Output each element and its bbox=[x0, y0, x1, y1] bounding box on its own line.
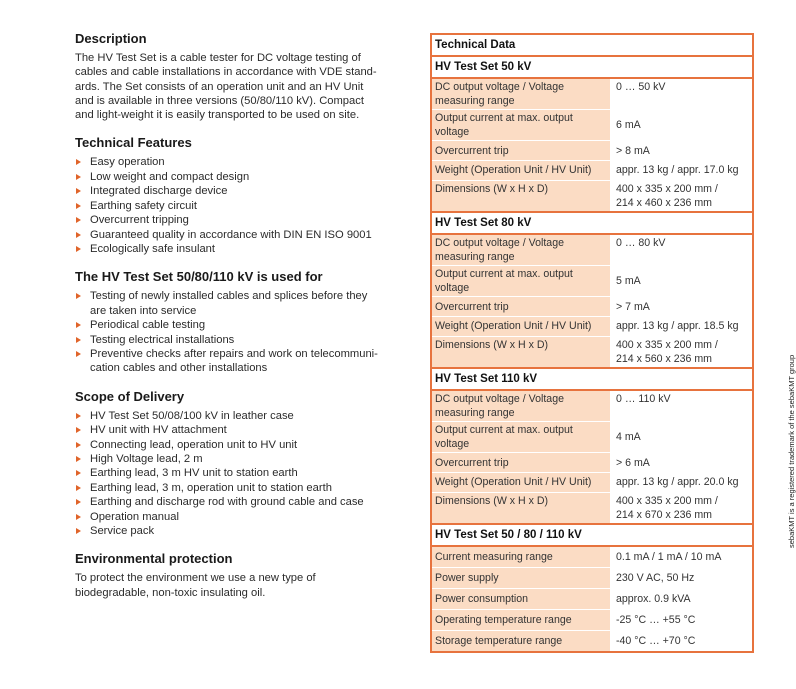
row-label: Overcurrent trip bbox=[432, 141, 610, 161]
technical-data-heading: Technical Data bbox=[432, 35, 752, 57]
list-item: Testing electrical installations bbox=[75, 333, 415, 347]
table-row bbox=[432, 610, 752, 631]
bullet-icon bbox=[76, 188, 81, 194]
list-item: Overcurrent tripping bbox=[75, 213, 415, 227]
bullet-icon bbox=[76, 427, 81, 433]
table-row bbox=[432, 568, 752, 589]
list-item: Guaranteed quality in accordance with DIN EN ISO 9001 bbox=[75, 228, 415, 242]
table-row bbox=[432, 110, 752, 141]
row-label: Operating temperature range bbox=[432, 610, 610, 631]
table-row bbox=[432, 141, 752, 161]
list-item: High Voltage lead, 2 m bbox=[75, 452, 415, 466]
bullet-icon bbox=[76, 203, 81, 209]
row-label: DC output voltage / Voltage measuring range bbox=[432, 79, 610, 110]
row-label: Weight (Operation Unit / HV Unit) bbox=[432, 473, 610, 493]
set-heading: HV Test Set 110 kV bbox=[432, 369, 752, 391]
row-value: 400 x 335 x 200 mm / 214 x 670 x 236 mm bbox=[610, 493, 752, 523]
bullet-icon bbox=[76, 337, 81, 343]
row-value: 230 V AC, 50 Hz bbox=[610, 568, 752, 589]
table-row bbox=[432, 493, 752, 523]
row-value: appr. 13 kg / appr. 20.0 kg bbox=[610, 473, 752, 493]
bullet-icon bbox=[76, 413, 81, 419]
list-item: Connecting lead, operation unit to HV unit bbox=[75, 438, 415, 452]
usage-heading: The HV Test Set 50/80/110 kV is used for bbox=[75, 269, 323, 285]
delivery-list bbox=[75, 409, 415, 539]
row-label: Power supply bbox=[432, 568, 610, 589]
description-heading: Description bbox=[75, 31, 147, 46]
table-row bbox=[432, 161, 752, 181]
environment-text: To protect the environment we use a new type of biodegradable, non-toxic insulating oil. bbox=[75, 572, 316, 599]
set-50kv bbox=[432, 57, 752, 211]
row-value: 6 mA bbox=[610, 110, 752, 141]
bullet-icon bbox=[76, 456, 81, 462]
list-item: Earthing lead, 3 m HV unit to station earth bbox=[75, 466, 415, 480]
row-value: -40 °C … +70 °C bbox=[610, 631, 752, 651]
table-row bbox=[432, 453, 752, 473]
bullet-icon bbox=[76, 499, 81, 505]
row-value: -25 °C … +55 °C bbox=[610, 610, 752, 631]
table-row bbox=[432, 235, 752, 266]
table-row bbox=[432, 589, 752, 610]
table-row bbox=[432, 337, 752, 367]
set-80kv bbox=[432, 211, 752, 367]
bullet-icon bbox=[76, 351, 81, 357]
delivery-heading: Scope of Delivery bbox=[75, 388, 185, 404]
list-item: Ecologically safe insulant bbox=[75, 242, 415, 256]
table-row bbox=[432, 547, 752, 568]
list-item: Integrated discharge device bbox=[75, 184, 415, 198]
list-item: Earthing safety circuit bbox=[75, 199, 415, 213]
row-label: Weight (Operation Unit / HV Unit) bbox=[432, 161, 610, 181]
usage-section bbox=[75, 269, 415, 375]
bullet-icon bbox=[76, 174, 81, 180]
list-item: Preventive checks after repairs and work on telecommuni- cation cables and other installations bbox=[75, 347, 415, 376]
list-item: Earthing lead, 3 m, operation unit to station earth bbox=[75, 481, 415, 495]
features-section bbox=[75, 135, 415, 256]
row-label: Current measuring range bbox=[432, 547, 610, 568]
table-row bbox=[432, 473, 752, 493]
bullet-icon bbox=[76, 293, 81, 299]
bullet-icon bbox=[76, 217, 81, 223]
technical-data-table bbox=[430, 33, 754, 653]
row-label: Weight (Operation Unit / HV Unit) bbox=[432, 317, 610, 337]
table-row bbox=[432, 181, 752, 211]
set-heading: HV Test Set 50 kV bbox=[432, 57, 752, 79]
row-label: DC output voltage / Voltage measuring range bbox=[432, 391, 610, 422]
row-label: Output current at max. output voltage bbox=[432, 266, 610, 297]
row-label: Dimensions (W x H x D) bbox=[432, 181, 610, 211]
row-label: Power consumption bbox=[432, 589, 610, 610]
set-common bbox=[432, 523, 752, 651]
left-column bbox=[75, 31, 415, 613]
environment-section bbox=[75, 551, 415, 600]
row-value: 400 x 335 x 200 mm / 214 x 460 x 236 mm bbox=[610, 181, 752, 211]
list-item: Service pack bbox=[75, 524, 415, 538]
row-label: Output current at max. output voltage bbox=[432, 422, 610, 453]
table-row bbox=[432, 317, 752, 337]
list-item: Low weight and compact design bbox=[75, 170, 415, 184]
list-item: Earthing and discharge rod with ground cable and case bbox=[75, 495, 415, 509]
delivery-section bbox=[75, 389, 415, 539]
row-value: > 8 mA bbox=[610, 141, 752, 161]
row-value: 5 mA bbox=[610, 266, 752, 297]
list-item: HV unit with HV attachment bbox=[75, 423, 415, 437]
table-row bbox=[432, 79, 752, 110]
row-value: approx. 0.9 kVA bbox=[610, 589, 752, 610]
set-heading: HV Test Set 50 / 80 / 110 kV bbox=[432, 525, 752, 547]
list-item: Easy operation bbox=[75, 155, 415, 169]
bullet-icon bbox=[76, 485, 81, 491]
bullet-icon bbox=[76, 514, 81, 520]
row-label: Storage temperature range bbox=[432, 631, 610, 651]
row-value: > 7 mA bbox=[610, 297, 752, 317]
list-item: Testing of newly installed cables and splices before they are taken into service bbox=[75, 289, 415, 318]
bullet-icon bbox=[76, 159, 81, 165]
row-value: 4 mA bbox=[610, 422, 752, 453]
row-value: appr. 13 kg / appr. 17.0 kg bbox=[610, 161, 752, 181]
table-row bbox=[432, 297, 752, 317]
row-label: Overcurrent trip bbox=[432, 453, 610, 473]
trademark-note: sebaKMT is a registered trademark of the sebaKMT group bbox=[787, 354, 796, 548]
table-row bbox=[432, 422, 752, 453]
row-label: Overcurrent trip bbox=[432, 297, 610, 317]
environment-heading: Environmental protection bbox=[75, 551, 233, 567]
row-value: 0.1 mA / 1 mA / 10 mA bbox=[610, 547, 752, 568]
list-item: Periodical cable testing bbox=[75, 318, 415, 332]
row-value: 0 … 80 kV bbox=[610, 235, 752, 266]
row-value: 400 x 335 x 200 mm / 214 x 560 x 236 mm bbox=[610, 337, 752, 367]
row-label: Output current at max. output voltage bbox=[432, 110, 610, 141]
bullet-icon bbox=[76, 470, 81, 476]
list-item: HV Test Set 50/08/100 kV in leather case bbox=[75, 409, 415, 423]
bullet-icon bbox=[76, 442, 81, 448]
row-label: Dimensions (W x H x D) bbox=[432, 493, 610, 523]
row-value: 0 … 50 kV bbox=[610, 79, 752, 110]
description-section bbox=[75, 31, 415, 122]
set-heading: HV Test Set 80 kV bbox=[432, 213, 752, 235]
table-row bbox=[432, 391, 752, 422]
bullet-icon bbox=[76, 322, 81, 328]
table-row bbox=[432, 631, 752, 651]
row-label: Dimensions (W x H x D) bbox=[432, 337, 610, 367]
usage-list bbox=[75, 289, 415, 375]
bullet-icon bbox=[76, 246, 81, 252]
row-label: DC output voltage / Voltage measuring range bbox=[432, 235, 610, 266]
features-list bbox=[75, 155, 415, 256]
row-value: > 6 mA bbox=[610, 453, 752, 473]
table-row bbox=[432, 266, 752, 297]
bullet-icon bbox=[76, 528, 81, 534]
row-value: 0 … 110 kV bbox=[610, 391, 752, 422]
set-110kv bbox=[432, 367, 752, 523]
bullet-icon bbox=[76, 232, 81, 238]
description-text: The HV Test Set is a cable tester for DC voltage testing of cables and cable installations in accordance with VDE stand- ards. The Set consists of an operation unit and an HV Unit and is available in three versions (50/80/110 kV). Compact and light-weight it is easily transported to be used on site. bbox=[75, 52, 377, 122]
list-item: Operation manual bbox=[75, 510, 415, 524]
features-heading: Technical Features bbox=[75, 135, 192, 151]
row-value: appr. 13 kg / appr. 18.5 kg bbox=[610, 317, 752, 337]
